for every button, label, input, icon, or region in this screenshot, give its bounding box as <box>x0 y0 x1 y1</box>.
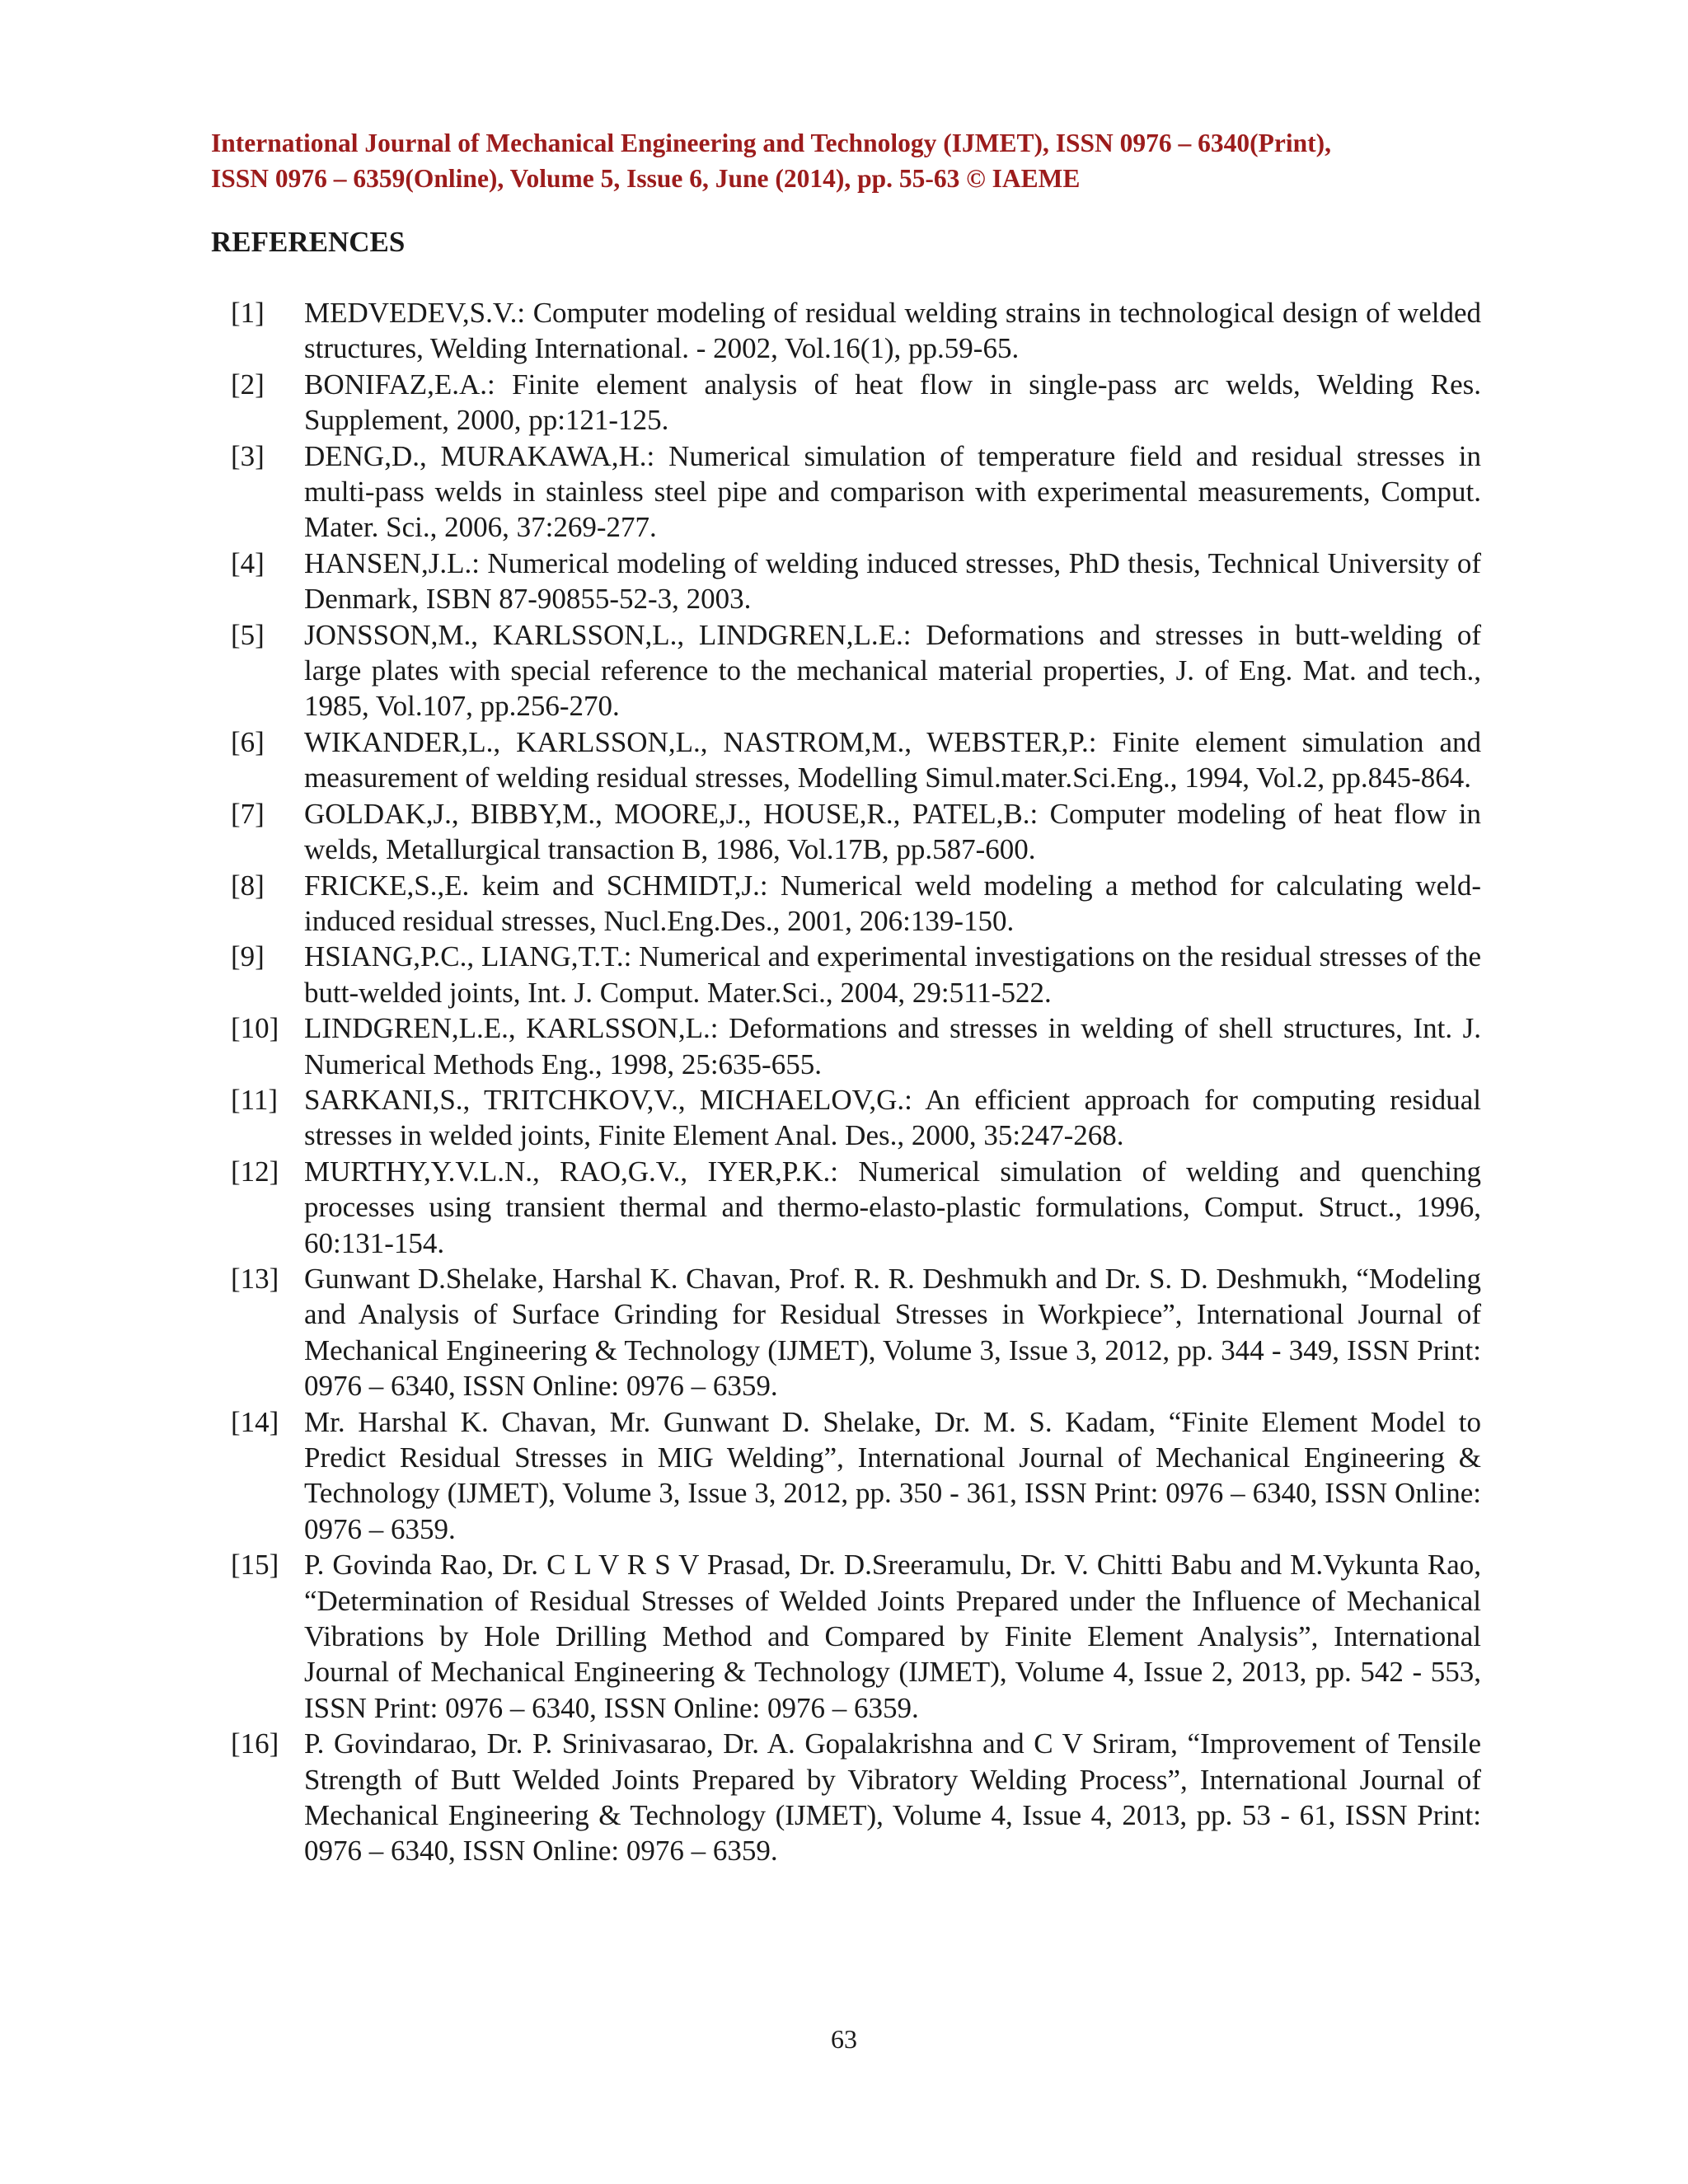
reference-text: HSIANG,P.C., LIANG,T.T.: Numerical and experimental investigations on the residual stresses of the butt-welded joints, Int. J. Comput. Mater.Sci., 2004, 29:511-522. <box>304 940 1481 1009</box>
reference-number: [4] <box>231 546 265 579</box>
reference-item <box>231 1547 1481 1726</box>
reference-text: Gunwant D.Shelake, Harshal K. Chavan, Prof. R. R. Deshmukh and Dr. S. D. Deshmukh, “Modeling and Analysis of Surface Grinding for Residual Stresses in Workpiece”, International Journal of Mechanical Engineering & Technology (IJMET), Volume 3, Issue 3, 2012, pp. 344 - 349, ISSN Print: 0976 – 6340, ISSN Online: 0976 – 6359. <box>304 1262 1481 1403</box>
reference-number: [16] <box>231 1727 279 1760</box>
reference-item <box>231 438 1481 546</box>
reference-number: [2] <box>231 368 265 401</box>
reference-text: SARKANI,S., TRITCHKOV,V., MICHAELOV,G.: An efficient approach for computing residual stresses in welded joints, Finite Element Anal. Des., 2000, 35:247-268. <box>304 1083 1481 1152</box>
reference-text: MEDVEDEV,S.V.: Computer modeling of residual welding strains in technological design of welded structures, Welding International. - 2002, Vol.16(1), pp.59-65. <box>304 297 1481 365</box>
reference-item <box>231 724 1481 796</box>
reference-number: [13] <box>231 1262 279 1295</box>
reference-number: [12] <box>231 1155 279 1188</box>
reference-list <box>231 295 1481 1869</box>
reference-item <box>231 1082 1481 1154</box>
reference-text: HANSEN,J.L.: Numerical modeling of welding induced stresses, PhD thesis, Technical University of Denmark, ISBN 87-90855-52-3, 2003. <box>304 546 1481 616</box>
page-number: 63 <box>831 2024 857 2054</box>
reference-item <box>231 796 1481 868</box>
reference-text: Mr. Harshal K. Chavan, Mr. Gunwant D. Shelake, Dr. M. S. Kadam, “Finite Element Model to Predict Residual Stresses in MIG Welding”, International Journal of Mechanical Engineering & Technology (IJMET), Volume 3, Issue 3, 2012, pp. 350 - 361, ISSN Print: 0976 – 6340, ISSN Online: 0976 – 6359. <box>304 1405 1481 1545</box>
reference-item <box>231 868 1481 940</box>
reference-number: [1] <box>231 297 265 329</box>
reference-item <box>231 1404 1481 1548</box>
journal-header-line-2: ISSN 0976 – 6359(Online), Volume 5, Issue 6, June (2014), pp. 55-63 © IAEME <box>211 164 1081 193</box>
reference-number: [10] <box>231 1012 279 1045</box>
reference-number: [8] <box>231 869 265 902</box>
reference-number: [11] <box>231 1083 279 1116</box>
reference-item <box>231 1726 1481 1869</box>
section-title: REFERENCES <box>211 226 406 258</box>
reference-text: LINDGREN,L.E., KARLSSON,L.: Deformations and stresses in welding of shell structures, Int. J. Numerical Methods Eng., 1998, 25:635-655. <box>304 1012 1481 1080</box>
reference-number: [7] <box>231 797 265 830</box>
reference-text: BONIFAZ,E.A.: Finite element analysis of heat flow in single-pass arc welds, Welding Res. Supplement, 2000, pp:121-125. <box>304 368 1481 437</box>
reference-text: FRICKE,S.,E. keim and SCHMIDT,J.: Numerical weld modeling a method for calculating weld-induced residual stresses, Nucl.Eng.Des., 2001, 206:139-150. <box>304 869 1481 937</box>
reference-number: [14] <box>231 1405 279 1438</box>
reference-text: MURTHY,Y.V.L.N., RAO,G.V., IYER,P.K.: Numerical simulation of welding and quenching processes using transient thermal and thermo-elasto-plastic formulations, Comput. Struct., 1996, 60:131-154. <box>304 1155 1481 1259</box>
reference-number: [9] <box>231 940 265 973</box>
reference-number: [5] <box>231 618 265 651</box>
journal-header-line-1: International Journal of Mechanical Engineering and Technology (IJMET), ISSN 0976 – 6340(Print), <box>211 129 1331 157</box>
reference-number: [3] <box>231 439 265 472</box>
reference-item <box>231 939 1481 1010</box>
reference-item <box>231 367 1481 438</box>
reference-item <box>231 1010 1481 1082</box>
reference-number: [15] <box>231 1549 279 1582</box>
reference-text: WIKANDER,L., KARLSSON,L., NASTROM,M., WEBSTER,P.: Finite element simulation and measurement of welding residual stresses, Modelling Simul.mater.Sci.Eng., 1994, Vol.2, pp.845-864. <box>304 725 1481 794</box>
reference-item <box>231 617 1481 724</box>
reference-item <box>231 1154 1481 1261</box>
reference-text: P. Govinda Rao, Dr. C L V R S V Prasad, Dr. D.Sreeramulu, Dr. V. Chitti Babu and M.Vykunta Rao, “Determination of Residual Stresses of Welded Joints Prepared under the Influence of Mechanical Vibrations by Hole Drilling Method and Compared by Finite Element Analysis”, International Journal of Mechanical Engineering & Technology (IJMET), Volume 4, Issue 2, 2013, pp. 542 - 553, ISSN Print: 0976 – 6340, ISSN Online: 0976 – 6359. <box>304 1549 1481 1724</box>
journal-header <box>211 125 1480 196</box>
reference-text: GOLDAK,J., BIBBY,M., MOORE,J., HOUSE,R., PATEL,B.: Computer modeling of heat flow in welds, Metallurgical transaction B, 1986, Vol.17B, pp.587-600. <box>304 797 1481 866</box>
reference-text: DENG,D., MURAKAWA,H.: Numerical simulation of temperature field and residual stresses in multi-pass welds in stainless steel pipe and comparison with experimental measurements, Comput. Mater. Sci., 2006, 37:269-277. <box>304 439 1481 544</box>
reference-item <box>231 295 1481 367</box>
reference-text: P. Govindarao, Dr. P. Srinivasarao, Dr. A. Gopalakrishna and C V Sriram, “Improvement of Tensile Strength of Butt Welded Joints Prepared by Vibratory Welding Process”, International Journal of Mechanical Engineering & Technology (IJMET), Volume 4, Issue 4, 2013, pp. 53 - 61, ISSN Print: 0976 – 6340, ISSN Online: 0976 – 6359. <box>304 1727 1481 1868</box>
reference-number: [6] <box>231 725 265 758</box>
reference-item <box>231 1261 1481 1404</box>
reference-text: JONSSON,M., KARLSSON,L., LINDGREN,L.E.: Deformations and stresses in butt-welding of large plates with special reference to the mechanical material properties, J. of Eng. Mat. and tech., 1985, Vol.107, pp.256-270. <box>304 618 1481 723</box>
reference-item <box>231 546 1481 617</box>
